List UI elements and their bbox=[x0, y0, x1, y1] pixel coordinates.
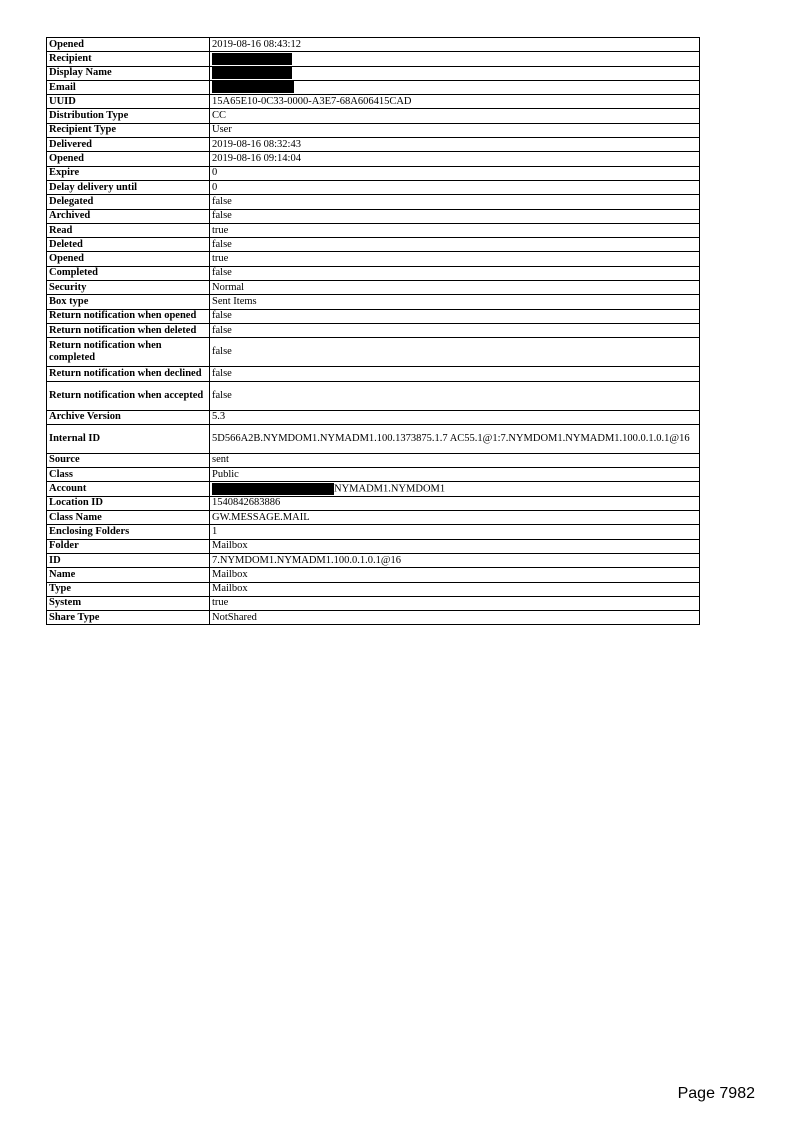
row-value: 2019-08-16 09:14:04 bbox=[210, 152, 700, 166]
properties-table bbox=[46, 37, 700, 625]
row-key: Read bbox=[47, 223, 210, 237]
row-key: Archived bbox=[47, 209, 210, 223]
row-key: Deleted bbox=[47, 238, 210, 252]
row-key: Completed bbox=[47, 266, 210, 280]
table-row bbox=[47, 511, 700, 525]
table-row bbox=[47, 323, 700, 337]
row-key: Internal ID bbox=[47, 424, 210, 453]
row-key: Type bbox=[47, 582, 210, 596]
row-key: Share Type bbox=[47, 611, 210, 625]
row-value: false bbox=[210, 209, 700, 223]
table-row bbox=[47, 596, 700, 610]
table-row bbox=[47, 468, 700, 482]
row-key: Display Name bbox=[47, 66, 210, 80]
row-key: Recipient Type bbox=[47, 123, 210, 137]
row-key: Delegated bbox=[47, 195, 210, 209]
table-row bbox=[47, 410, 700, 424]
row-value: Mailbox bbox=[210, 539, 700, 553]
row-value: 2019-08-16 08:43:12 bbox=[210, 38, 700, 52]
row-key: Location ID bbox=[47, 496, 210, 510]
table-row bbox=[47, 180, 700, 194]
row-key: Folder bbox=[47, 539, 210, 553]
row-key: Return notification when declined bbox=[47, 367, 210, 381]
redaction-block bbox=[212, 53, 292, 65]
table-row bbox=[47, 611, 700, 625]
table-row bbox=[47, 138, 700, 152]
row-value: 7.NYMDOM1.NYMADM1.100.0.1.0.1@16 bbox=[210, 553, 700, 567]
table-row bbox=[47, 95, 700, 109]
row-value: NotShared bbox=[210, 611, 700, 625]
row-key: Email bbox=[47, 80, 210, 94]
row-key: Expire bbox=[47, 166, 210, 180]
row-value bbox=[210, 482, 700, 496]
row-value: false bbox=[210, 266, 700, 280]
row-key: ID bbox=[47, 553, 210, 567]
row-value bbox=[210, 66, 700, 80]
row-value: false bbox=[210, 195, 700, 209]
row-key: Return notification when accepted bbox=[47, 381, 210, 410]
row-key: Source bbox=[47, 453, 210, 467]
row-value: GW.MESSAGE.MAIL bbox=[210, 511, 700, 525]
row-value: false bbox=[210, 367, 700, 381]
row-key: Opened bbox=[47, 252, 210, 266]
table-row bbox=[47, 266, 700, 280]
table-row bbox=[47, 295, 700, 309]
row-value: User bbox=[210, 123, 700, 137]
row-key: Class Name bbox=[47, 511, 210, 525]
row-value: true bbox=[210, 252, 700, 266]
row-key: Class bbox=[47, 468, 210, 482]
table-row bbox=[47, 109, 700, 123]
account-suffix: NYMADM1.NYMDOM1 bbox=[334, 483, 446, 495]
row-key: Return notification when completed bbox=[47, 338, 210, 367]
row-key: Security bbox=[47, 281, 210, 295]
table-row bbox=[47, 166, 700, 180]
row-value: Sent Items bbox=[210, 295, 700, 309]
table-row bbox=[47, 582, 700, 596]
table-row bbox=[47, 152, 700, 166]
row-value: Mailbox bbox=[210, 568, 700, 582]
row-value: Normal bbox=[210, 281, 700, 295]
table-row bbox=[47, 223, 700, 237]
row-key: Return notification when deleted bbox=[47, 323, 210, 337]
row-key: Opened bbox=[47, 152, 210, 166]
row-value: 5.3 bbox=[210, 410, 700, 424]
row-value: Mailbox bbox=[210, 582, 700, 596]
row-value: 1540842683886 bbox=[210, 496, 700, 510]
row-key: Distribution Type bbox=[47, 109, 210, 123]
table-row bbox=[47, 52, 700, 66]
row-value bbox=[210, 80, 700, 94]
row-key: Box type bbox=[47, 295, 210, 309]
row-value: true bbox=[210, 223, 700, 237]
row-value: false bbox=[210, 338, 700, 367]
table-row bbox=[47, 309, 700, 323]
row-key: System bbox=[47, 596, 210, 610]
table-row bbox=[47, 381, 700, 410]
row-value: false bbox=[210, 238, 700, 252]
table-row bbox=[47, 281, 700, 295]
table-row bbox=[47, 367, 700, 381]
table-row bbox=[47, 252, 700, 266]
row-value: 0 bbox=[210, 180, 700, 194]
table-row bbox=[47, 209, 700, 223]
row-value bbox=[210, 52, 700, 66]
row-key: Account bbox=[47, 482, 210, 496]
table-row bbox=[47, 525, 700, 539]
row-value: true bbox=[210, 596, 700, 610]
row-value: 2019-08-16 08:32:43 bbox=[210, 138, 700, 152]
row-key: Return notification when opened bbox=[47, 309, 210, 323]
table-row bbox=[47, 424, 700, 453]
row-key: Delay delivery until bbox=[47, 180, 210, 194]
row-value: 0 bbox=[210, 166, 700, 180]
row-key: Archive Version bbox=[47, 410, 210, 424]
row-key: Enclosing Folders bbox=[47, 525, 210, 539]
row-value: Public bbox=[210, 468, 700, 482]
row-value: sent bbox=[210, 453, 700, 467]
table-row bbox=[47, 80, 700, 94]
page-number: Page 7982 bbox=[677, 1085, 755, 1102]
redaction-block bbox=[212, 483, 334, 495]
table-row bbox=[47, 482, 700, 496]
row-value: 15A65E10-0C33-0000-A3E7-68A606415CAD bbox=[210, 95, 700, 109]
row-value: false bbox=[210, 309, 700, 323]
row-key: Recipient bbox=[47, 52, 210, 66]
row-value: 1 bbox=[210, 525, 700, 539]
table-row bbox=[47, 38, 700, 52]
table-row bbox=[47, 123, 700, 137]
table-row bbox=[47, 66, 700, 80]
row-key: Delivered bbox=[47, 138, 210, 152]
row-key: UUID bbox=[47, 95, 210, 109]
table-row bbox=[47, 539, 700, 553]
table-row bbox=[47, 195, 700, 209]
redaction-block bbox=[212, 81, 294, 93]
table-row bbox=[47, 453, 700, 467]
table-row bbox=[47, 553, 700, 567]
redaction-block bbox=[212, 67, 292, 79]
row-value: 5D566A2B.NYMDOM1.NYMADM1.100.1373875.1.7 AC55.1@1:7.NYMDOM1.NYMADM1.100.0.1.0.1@16 bbox=[210, 424, 700, 453]
table-row bbox=[47, 496, 700, 510]
row-key: Name bbox=[47, 568, 210, 582]
table-row bbox=[47, 238, 700, 252]
table-row bbox=[47, 568, 700, 582]
row-value: false bbox=[210, 323, 700, 337]
row-key: Opened bbox=[47, 38, 210, 52]
row-value: CC bbox=[210, 109, 700, 123]
row-value: false bbox=[210, 381, 700, 410]
table-row bbox=[47, 338, 700, 367]
